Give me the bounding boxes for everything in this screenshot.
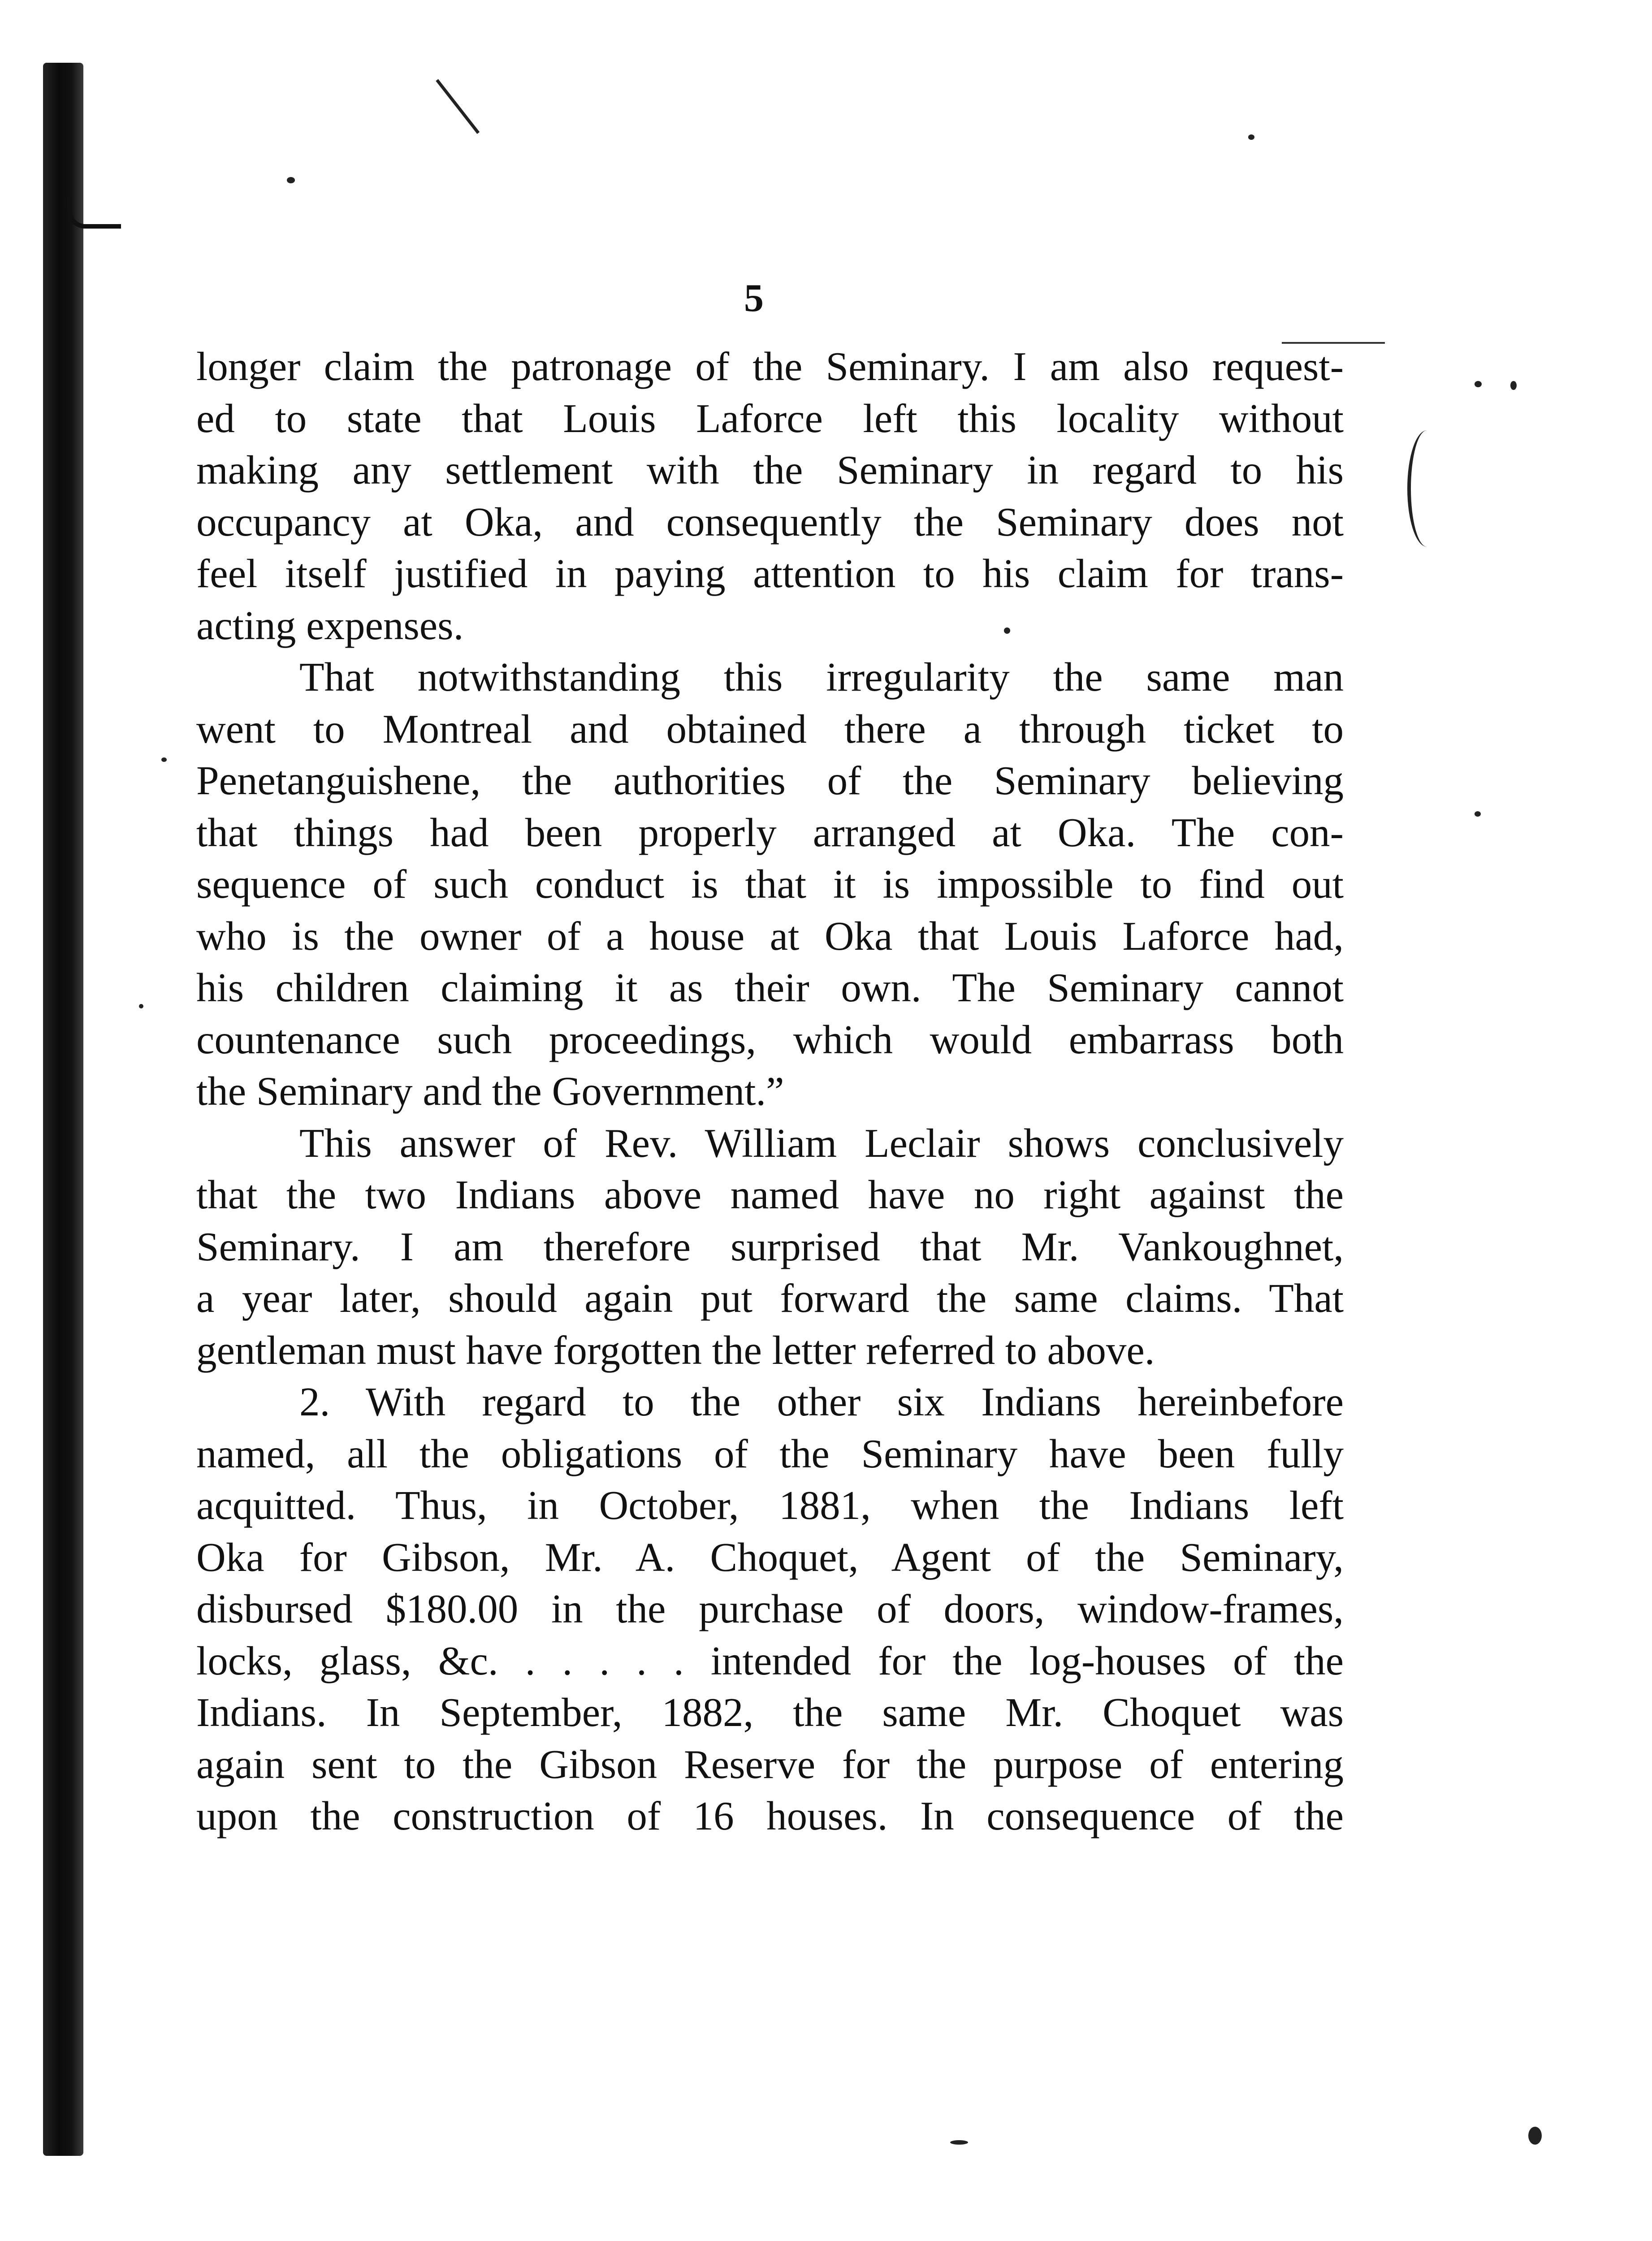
- text-line: disbursed $180.00 in the purchase of doors, window-frames,: [196, 1586, 1344, 1631]
- scan-speck: [1248, 134, 1254, 140]
- text-line: countenance such proceedings, which would embarrass both: [196, 1017, 1344, 1062]
- scan-speck: [1528, 2127, 1542, 2145]
- page-number: 5: [744, 277, 765, 320]
- scan-artifact-stroke: [436, 79, 480, 134]
- text-line: named, all the obligations of the Seminary have been fully: [196, 1431, 1344, 1476]
- text-line: occupancy at Oka, and consequently the Seminary does not: [196, 499, 1344, 545]
- text-line: ed to state that Louis Laforce left this locality without: [196, 395, 1344, 441]
- text-line: Indians. In September, 1882, the same Mr. Choquet was: [196, 1690, 1344, 1735]
- text-line: gentleman must have forgotten the letter referred to above.: [196, 1327, 1155, 1373]
- text-line: acquitted. Thus, in October, 1881, when the Indians left: [196, 1483, 1344, 1528]
- text-line: that things had been properly arranged at Oka. The con-: [196, 809, 1344, 855]
- scan-speck: [1475, 381, 1482, 387]
- text-line: That notwithstanding this irregularity the same man: [299, 654, 1344, 700]
- margin-pencil-mark: [1407, 430, 1447, 547]
- scan-speck: [950, 2140, 968, 2145]
- binding-mark: [67, 197, 121, 229]
- paragraph-4: [196, 1376, 1344, 1842]
- text-line: Penetanguishene, the authorities of the Seminary believing: [196, 758, 1344, 803]
- text-line: Oka for Gibson, Mr. A. Choquet, Agent of the Seminary,: [196, 1534, 1344, 1580]
- text-line: This answer of Rev. William Leclair shows conclusively: [299, 1120, 1344, 1166]
- text-line: that the two Indians above named have no right against the: [196, 1172, 1344, 1217]
- text-line: 2. With regard to the other six Indians hereinbefore: [299, 1379, 1344, 1424]
- text-line: making any settlement with the Seminary in regard to his: [196, 447, 1344, 493]
- text-line: his children claiming it as their own. The Seminary cannot: [196, 965, 1344, 1010]
- scan-speck: [1475, 811, 1481, 817]
- text-line: upon the construction of 16 houses. In consequence of the: [196, 1793, 1344, 1839]
- scan-speck: [287, 177, 295, 183]
- body-text: [196, 341, 1344, 1842]
- book-binding-edge: [43, 63, 83, 2156]
- text-line: longer claim the patronage of the Seminary. I am also request-: [196, 344, 1344, 389]
- text-line: went to Montreal and obtained there a through ticket to: [196, 706, 1344, 752]
- text-line: the Seminary and the Government.”: [196, 1069, 784, 1114]
- text-line: sequence of such conduct is that it is impossible to find out: [196, 861, 1344, 907]
- paragraph-1: [196, 341, 1344, 651]
- text-line: again sent to the Gibson Reserve for the purpose of entering: [196, 1741, 1344, 1787]
- paragraph-3: [196, 1117, 1344, 1376]
- paragraph-2: [196, 651, 1344, 1117]
- scan-speck: [161, 757, 167, 762]
- scan-speck: [139, 1004, 143, 1008]
- scan-speck: [1510, 381, 1517, 390]
- text-line: locks, glass, &c. . . . . . intended for the log-houses of the: [196, 1638, 1344, 1683]
- text-line: feel itself justified in paying attention to his claim for trans-: [196, 551, 1344, 596]
- text-line: who is the owner of a house at Oka that Louis Laforce had,: [196, 913, 1344, 959]
- text-line: a year later, should again put forward the same claims. That: [196, 1276, 1344, 1321]
- text-line: acting expenses.: [196, 602, 464, 648]
- text-line: Seminary. I am therefore surprised that Mr. Vankoughnet,: [196, 1224, 1344, 1269]
